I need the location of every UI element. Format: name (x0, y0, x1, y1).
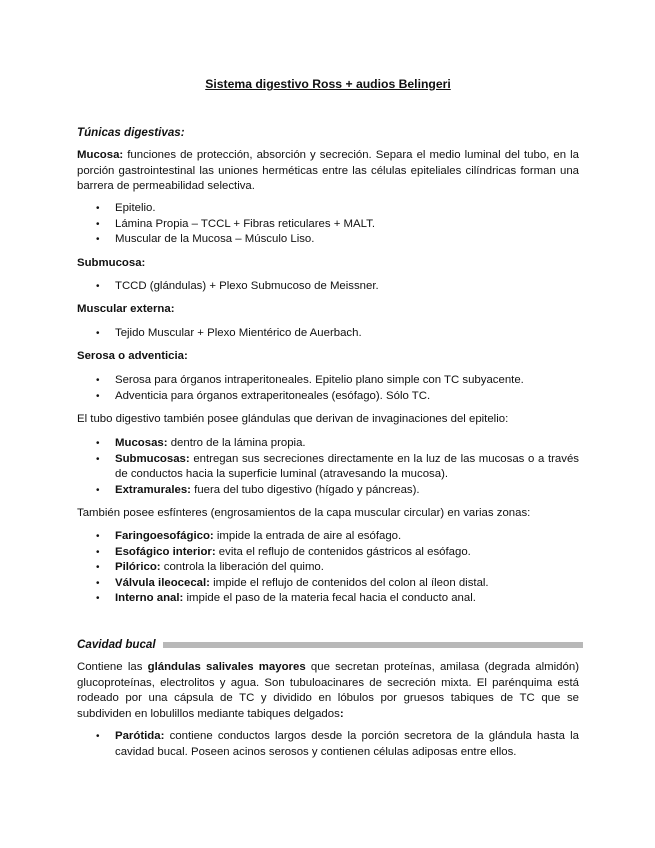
glandulas-intro: El tubo digestivo también posee glándulas que derivan de invaginaciones del epitelio: (77, 413, 509, 425)
list-item: • Interno anal: impide el paso de la materia fecal hacia el conducto anal. (77, 591, 579, 607)
bullet-icon: • (96, 203, 100, 214)
bullet-icon: • (96, 453, 100, 465)
esfinteres-list (77, 529, 579, 607)
mucosa-paragraph (77, 148, 579, 195)
bullet-icon: • (96, 328, 100, 339)
cavidad-list (77, 729, 579, 760)
mucosa-text: funciones de protección, absorción y secreción. Separa el medio luminal del tubo, en la porción gastrointestinal las uniones herméticas entre las células epiteliales cilíndricas forman una barrera de permeabilidad selectiva. (77, 149, 579, 192)
mucosa-list (77, 201, 579, 248)
bullet-icon: • (96, 531, 100, 542)
glandulas-list (77, 436, 579, 498)
bullet-icon: • (96, 593, 100, 604)
list-item: • Tejido Muscular + Plexo Mientérico de Auerbach. (77, 326, 579, 342)
list-item: • Epitelio. (77, 201, 579, 217)
cavidad-heading: Cavidad bucal (77, 638, 156, 651)
bullet-icon: • (96, 577, 100, 589)
list-item: • Adventicia para órganos extraperitoneales (esófago). Sólo TC. (77, 389, 579, 405)
muscular-list (77, 326, 579, 342)
bullet-icon: • (96, 484, 100, 496)
list-item: • Parótida: contiene conductos largos desde la porción secretora de la glándula hasta la cavidad bucal. Poseen acinos serosos y contienen células adiposas entre ellos. (96, 730, 579, 758)
list-item: • Submucosas: entregan sus secreciones directamente en la luz de las mucosas o a través de conductos hacia la superficie luminal (atravesando la mucosa). (96, 452, 579, 480)
bullet-icon: • (96, 218, 100, 230)
bullet-icon: • (96, 375, 100, 386)
list-item: • Lámina Propia – TCCL + Fibras reticulares + MALT. (77, 217, 579, 233)
list-item: • Mucosas: dentro de la lámina propia. (77, 436, 579, 452)
list-item: • Muscular de la Mucosa – Músculo Liso. (77, 232, 579, 248)
bullet-icon: • (96, 234, 100, 245)
list-item: • Faringoesofágico: impide la entrada de aire al esófago. (77, 529, 579, 545)
submucosa-heading: Submucosa: (77, 257, 146, 269)
bullet-icon: • (96, 731, 100, 742)
bullet-icon: • (96, 390, 100, 402)
muscular-heading: Muscular externa: (77, 303, 175, 315)
esfinteres-intro: También posee esfínteres (engrosamientos de la capa muscular circular) en varias zonas: (77, 507, 531, 519)
bullet-icon: • (96, 562, 100, 573)
submucosa-list (77, 279, 579, 295)
serosa-list (77, 373, 579, 404)
bullet-icon: • (96, 438, 100, 449)
cavidad-section-header (77, 637, 579, 654)
list-item: • Extramurales: fuera del tubo digestivo (hígado y páncreas). (77, 483, 579, 499)
document-title: Sistema digestivo Ross + audios Belingeri (205, 77, 451, 91)
section-rule (163, 642, 583, 648)
list-item: • TCCD (glándulas) + Plexo Submucoso de Meissner. (77, 279, 579, 295)
list-item: • Serosa para órganos intraperitoneales. Epitelio plano simple con TC subyacente. (77, 373, 579, 389)
cavidad-paragraph: Contiene las glándulas salivales mayores que secretan proteínas, amilasa (degrada almidón) glucoproteínas, electrolitos y agua. Son tubuloacinares de secreción mixta. El parénquima está rodeado por una cápsula de TC y dividido en lóbulos por gruesos tabiques de TC que se subdividen en lobulillos mediante tabiques delgados: (77, 661, 579, 720)
mucosa-label: Mucosa: (77, 149, 124, 161)
list-item: • Esofágico interior: evita el reflujo de contenidos gástricos al esófago. (77, 545, 579, 561)
bullet-icon: • (96, 546, 100, 558)
bullet-icon: • (96, 281, 100, 292)
list-item: • Válvula ileocecal: impide el reflujo de contenidos del colon al íleon distal. (77, 576, 579, 592)
list-item: • Pilórico: controla la liberación del quimo. (77, 560, 579, 576)
serosa-heading: Serosa o adventicia: (77, 350, 188, 362)
tunicas-heading: Túnicas digestivas: (77, 126, 185, 139)
